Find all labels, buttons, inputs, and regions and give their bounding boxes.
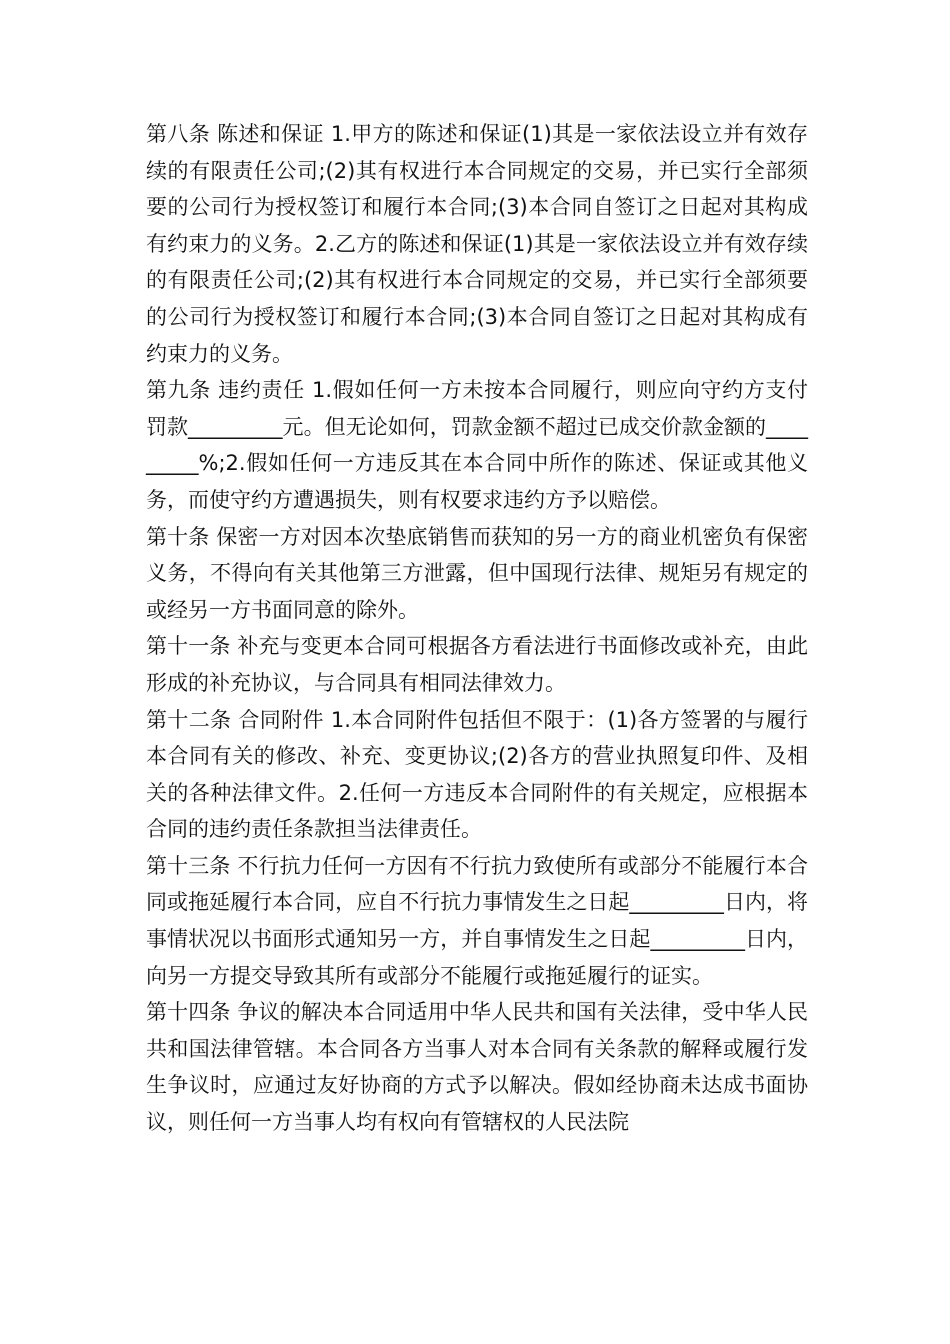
clause-9-paragraph: 第九条 违约责任 1.假如任何一方未按本合同履行，则应向守约方支付罚款_________元。但无论如何，罚款金额不超过已成交价款金额的_________%;2.假如任何一方违反其在本合同中所作的陈述、保证或其他义务，而使守约方遭遇损失，则有权要求违约方予以赔偿。 xyxy=(146,378,808,512)
clause-8-paragraph: 第八条 陈述和保证 1.甲方的陈述和保证(1)其是一家依法设立并有效存续的有限责任公司;(2)其有权进行本合同规定的交易，并已实行全部须要的公司行为授权签订和履行本合同;(3)本合同自签订之日起对其构成有约束力的义务。2.乙方的陈述和保证(1)其是一家依法设立并有效存续的有限责任公司;(2)其有权进行本合同规定的交易，并已实行全部须要的公司行为授权签订和履行本合同;(3)本合同自签订之日起对其构成有约束力的义务。 xyxy=(146,122,808,366)
document-body xyxy=(146,116,808,1141)
clause-11-paragraph: 第十一条 补充与变更本合同可根据各方看法进行书面修改或补充，由此形成的补充协议，与合同具有相同法律效力。 xyxy=(146,634,808,695)
clause-10-paragraph: 第十条 保密一方对因本次垫底销售而获知的另一方的商业机密负有保密义务，不得向有关其他第三方泄露，但中国现行法律、规矩另有规定的或经另一方书面同意的除外。 xyxy=(146,524,808,622)
clause-12-paragraph: 第十二条 合同附件 1.本合同附件包括但不限于：(1)各方签署的与履行本合同有关的修改、补充、变更协议;(2)各方的营业执照复印件、及相关的各种法律文件。2.任何一方违反本合同附件的有关规定，应根据本合同的违约责任条款担当法律责任。 xyxy=(146,707,808,842)
clause-14-paragraph: 第十四条 争议的解决本合同适用中华人民共和国有关法律，受中华人民共和国法律管辖。本合同各方当事人对本合同有关条款的解释或履行发生争议时，应通过友好协商的方式予以解决。假如经协商未达成书面协议，则任何一方当事人均有权向有管辖权的人民法院 xyxy=(146,1000,808,1135)
clause-13-paragraph: 第十三条 不行抗力任何一方因有不行抗力致使所有或部分不能履行本合同或拖延履行本合同，应自不行抗力事情发生之日起_________日内，将事情状况以书面形式通知另一方，并自事情发生之日起_________日内，向另一方提交导致其所有或部分不能履行或拖延履行的证实。 xyxy=(146,853,808,988)
